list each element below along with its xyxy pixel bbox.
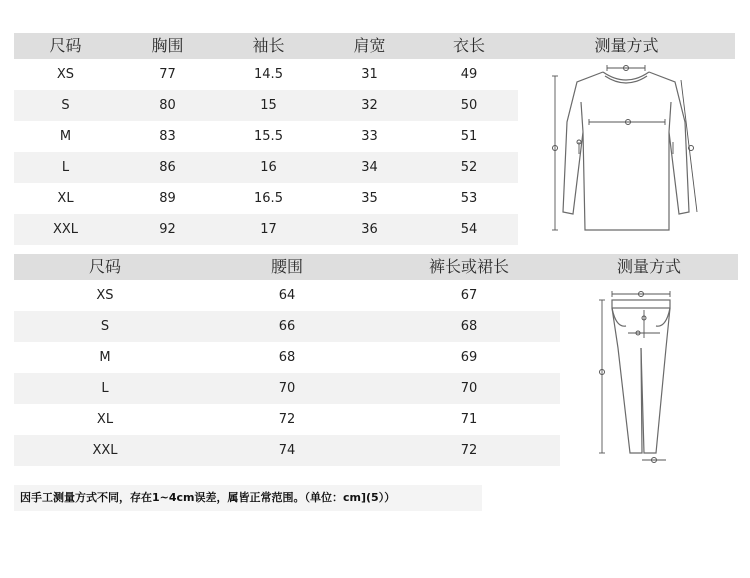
table-row xyxy=(14,59,518,90)
cell-chest: 80 xyxy=(159,98,176,113)
cell-size: XXL xyxy=(92,443,118,458)
table-row xyxy=(14,121,518,152)
cell-size: M xyxy=(59,129,72,144)
table-row xyxy=(14,404,560,435)
table-row xyxy=(14,342,560,373)
cell-size: S xyxy=(100,319,110,334)
bottom-table-header xyxy=(14,254,738,280)
cell-pants-length: 69 xyxy=(460,350,478,365)
header-method: 测量方式 xyxy=(594,36,659,55)
top-table-header xyxy=(14,33,735,59)
table-row xyxy=(14,373,560,404)
cell-waist: 64 xyxy=(278,288,296,303)
cell-shoulder: 33 xyxy=(361,129,378,144)
table-row xyxy=(14,152,518,183)
cell-size: L xyxy=(101,381,109,396)
cell-size: XL xyxy=(57,191,74,206)
cell-waist: 72 xyxy=(278,412,296,427)
cell-sleeve: 16.5 xyxy=(254,191,283,206)
cell-pants-length: 72 xyxy=(460,443,478,458)
header-length: 衣长 xyxy=(452,36,485,55)
cell-pants-length: 71 xyxy=(460,412,478,427)
pants-measurement-icon xyxy=(590,288,690,468)
header-sleeve: 袖长 xyxy=(252,36,285,55)
cell-size: XL xyxy=(96,412,114,427)
header-shoulder: 肩宽 xyxy=(353,36,386,55)
header-size: 尺码 xyxy=(88,257,121,276)
cell-sleeve: 17 xyxy=(260,222,277,237)
cell-length: 50 xyxy=(460,98,478,113)
cell-shoulder: 32 xyxy=(361,98,378,113)
table-row xyxy=(14,90,518,121)
cell-chest: 86 xyxy=(159,160,176,175)
cell-shoulder: 35 xyxy=(361,191,378,206)
cell-chest: 83 xyxy=(159,129,176,144)
header-chest: 胸围 xyxy=(151,36,184,55)
cell-shoulder: 34 xyxy=(361,160,378,175)
cell-sleeve: 16 xyxy=(260,160,277,175)
cell-chest: 77 xyxy=(159,67,176,82)
cell-waist: 66 xyxy=(278,319,296,334)
cell-length: 53 xyxy=(460,191,478,206)
table-row xyxy=(14,311,560,342)
header-waist: 腰围 xyxy=(270,257,303,276)
cell-waist: 68 xyxy=(278,350,296,365)
cell-sleeve: 14.5 xyxy=(254,67,283,82)
table-row xyxy=(14,183,518,214)
long-sleeve-shirt-measurement-icon xyxy=(545,62,705,242)
cell-pants-length: 67 xyxy=(460,288,478,303)
header-pants-length: 裤长或裙长 xyxy=(428,257,509,276)
header-size: 尺码 xyxy=(49,36,82,55)
cell-sleeve: 15 xyxy=(260,98,277,113)
cell-size: L xyxy=(61,160,70,175)
cell-length: 49 xyxy=(460,67,478,82)
cell-waist: 74 xyxy=(278,443,296,458)
cell-size: XS xyxy=(56,67,75,82)
cell-length: 51 xyxy=(460,129,478,144)
cell-size: XXL xyxy=(52,222,79,237)
cell-chest: 89 xyxy=(159,191,176,206)
cell-size: XS xyxy=(96,288,114,303)
cell-pants-length: 68 xyxy=(460,319,478,334)
cell-size: S xyxy=(61,98,70,113)
cell-shoulder: 36 xyxy=(361,222,378,237)
table-row xyxy=(14,435,560,466)
cell-waist: 70 xyxy=(278,381,296,396)
measurement-disclaimer: 因手工测量方式不同，存在1~4cm误差，属皆正常范围。（单位：cm](5）） xyxy=(14,485,482,511)
table-row xyxy=(14,214,518,245)
cell-size: M xyxy=(99,350,111,365)
cell-length: 54 xyxy=(460,222,478,237)
cell-pants-length: 70 xyxy=(460,381,478,396)
cell-sleeve: 15.5 xyxy=(254,129,283,144)
cell-length: 52 xyxy=(460,160,478,175)
cell-chest: 92 xyxy=(159,222,176,237)
table-row xyxy=(14,280,560,311)
header-method: 测量方式 xyxy=(616,257,681,276)
cell-shoulder: 31 xyxy=(361,67,378,82)
